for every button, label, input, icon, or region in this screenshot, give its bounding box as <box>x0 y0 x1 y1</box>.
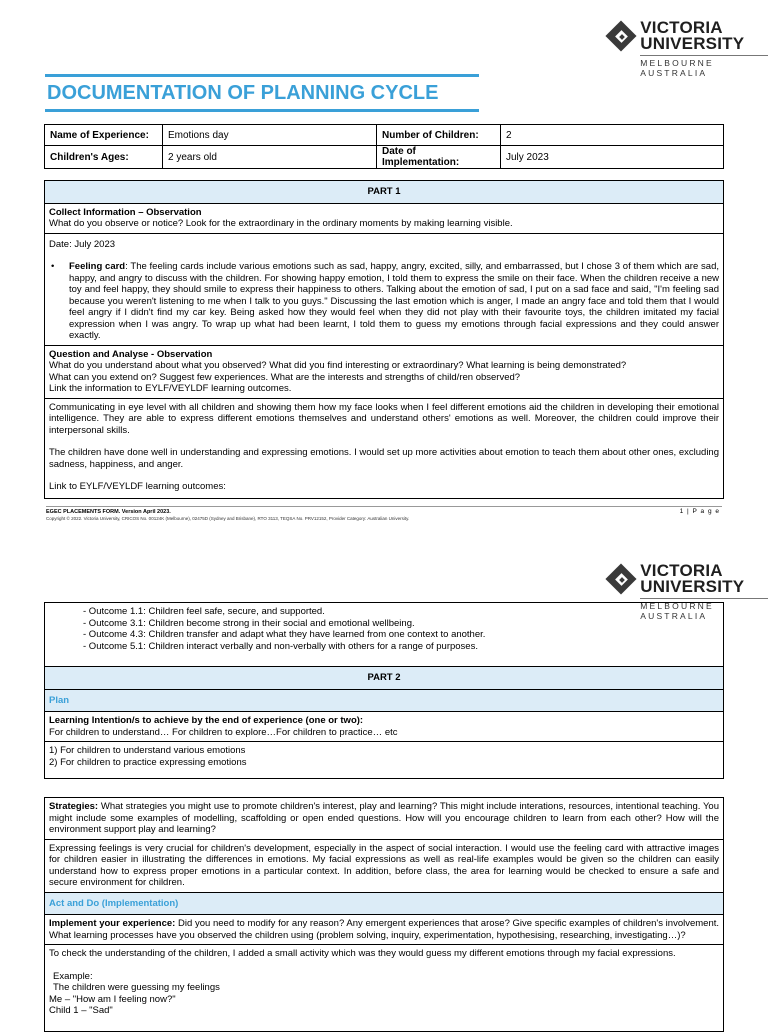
analysis-paragraph-2: The children have done well in understanding and expressing emotions. I would set up more activities about emotion to teach them about other ones, excluding sadness, happiness, and anger. <box>49 447 719 470</box>
ages-value: 2 years old <box>163 146 377 169</box>
outcome-item: - Outcome 1.1: Children feel safe, secure, and supported. <box>83 606 325 617</box>
logo-line-3: MELBOURNE AUSTRALIA <box>640 55 768 78</box>
date-value: July 2023 <box>501 146 724 169</box>
analysis-section <box>45 398 723 498</box>
example-line: The children were guessing my feelings <box>53 982 220 993</box>
footer-form: EGEC PLACEMENTS FORM. Version April 2023. <box>46 509 171 515</box>
page-footer <box>46 506 722 521</box>
vu-diamond-icon <box>606 564 634 596</box>
intention-1: 1) For children to understand various emotions <box>49 745 246 756</box>
outcome-item: - Outcome 5.1: Children interact verbally and non-verbally with others for a range of purposes. <box>83 640 478 652</box>
example-label: Example: <box>53 970 93 982</box>
implement-answer: To check the understanding of the children, I added a small activity which was they would guess my different emotions through my facial expressions. <box>49 948 676 959</box>
bullet-icon: • <box>51 261 55 272</box>
question-line-3: Link the information to EYLF/VEYLDF learning outcomes. <box>49 383 292 394</box>
outcome-item: - Outcome 4.3: Children transfer and adapt what they have learned from one context to another. <box>83 629 486 640</box>
intention-prompt: For children to understand… For children to explore…For children to practice… etc <box>49 726 398 738</box>
part2-box <box>44 602 724 779</box>
implement-label: Implement your experience: <box>49 918 176 929</box>
ages-label: Children's Ages: <box>45 146 163 169</box>
part1-header: PART 1 <box>45 181 723 203</box>
logo-line-2: UNIVERSITY <box>640 34 745 53</box>
intention-answers <box>45 741 723 778</box>
footer-copyright: Copyright © 2022. Victoria University, CRICOS No. 00124K (Melbourne), 02475D (Sydney and Brisbane), RTO 3113, TEQSA No. PRV12152, Provider Category: Australian University. <box>46 516 410 521</box>
victoria-university-logo <box>606 20 768 78</box>
question-title: Question and Analyse - Observation <box>49 348 213 360</box>
vu-diamond-icon <box>606 21 634 53</box>
implement-section <box>45 914 723 944</box>
act-do-heading: Act and Do (Implementation) <box>45 892 723 915</box>
outcomes-list <box>45 603 723 666</box>
implement-prompt: Did you need to modify for any reason? Any emergent experiences that arose? Give specific examples of children's involvement. What learning processes have you observed the children using (problem solving, inquiry, experimentation, hypothesising, researching, investigating…)? <box>49 918 720 941</box>
question-section <box>45 345 723 398</box>
feeling-card-bullet <box>49 261 719 342</box>
logo-line-1: VICTORIA <box>640 18 723 37</box>
page-title: DOCUMENTATION OF PLANNING CYCLE <box>45 74 479 112</box>
dialog-line-2: Child 1 – "Sad" <box>49 1005 113 1016</box>
question-line-2: What can you extend on? Suggest few experiences. What are the interests and strengths of child/ren observed? <box>49 371 521 383</box>
intention-section <box>45 711 723 741</box>
collect-prompt: What do you observe or notice? Look for the extraordinary in the ordinary moments by making learning visible. <box>49 218 513 229</box>
strategies-prompt: What strategies you might use to promote children's interest, play and learning? This might include interations, resources, intentional teaching. You might include some examples of modelling, scaffolding or open ended questions. How will you encourage children to learn from each other? How will the environment support play and learning? <box>49 801 719 835</box>
number-value: 2 <box>501 125 724 146</box>
number-label: Number of Children: <box>377 125 501 146</box>
logo-line-3: MELBOURNE AUSTRALIA <box>640 598 768 621</box>
part1-box <box>44 180 724 499</box>
name-value: Emotions day <box>163 125 377 146</box>
observation-date: Date: July 2023 <box>49 238 116 250</box>
plan-heading: Plan <box>45 689 723 712</box>
observation-section <box>45 233 723 345</box>
analysis-paragraph-3: Link to EYLF/VEYLDF learning outcomes: <box>49 481 226 492</box>
strategies-label: Strategies: <box>49 801 99 812</box>
collect-title: Collect Information – Observation <box>49 206 202 218</box>
part2-header: PART 2 <box>45 666 723 689</box>
experience-info-table <box>44 124 724 169</box>
page-number: 1 | P a g e <box>679 508 720 515</box>
strategies-box <box>44 797 724 1032</box>
logo-line-1: VICTORIA <box>640 561 723 580</box>
collect-section <box>45 203 723 233</box>
strategies-answer: Expressing feelings is very crucial for children's development, especially in the aspect of social interaction. I would use the feeling card with attractive images for children easier in illustrating the differences in emotions. My facial expressions as well as real-life examples would be given so the children can easily understand how to express proper emotions in a particular context. In addition, before class, the area for learning would be checked to ensure a safe and secure environment for children. <box>45 839 723 892</box>
analysis-paragraph-1: Communicating in eye level with all children and showing them how my face looks when I feel different emotions aid the children in developing their emotional intelligence. They are able to express different emotions themselves and understand others' emotions as well. Moreover, the children could improve their interpersonal skills. <box>49 401 719 436</box>
date-label: Date of Implementation: <box>377 146 501 169</box>
feeling-card-label: Feeling card <box>69 261 126 272</box>
logo-line-2: UNIVERSITY <box>640 577 745 596</box>
outcome-item: - Outcome 3.1: Children become strong in their social and emotional wellbeing. <box>83 617 415 629</box>
question-line-1: What do you understand about what you observed? What did you find interesting or extraordinary? What learning is being demonstrated? <box>49 360 627 371</box>
intention-title: Learning Intention/s to achieve by the end of experience (one or two): <box>49 715 364 726</box>
strategies-section <box>45 798 723 839</box>
intention-2: 2) For children to practice expressing emotions <box>49 756 247 768</box>
implement-answer-section <box>45 944 723 1031</box>
name-label: Name of Experience: <box>45 125 163 146</box>
feeling-card-text: : The feeling cards include various emotions such as sad, happy, angry, excited, silly, and embarrassed, but I chose 3 of them which are sad, happy, and angry to discuss with the children. For showing happy emotion, I told them to express the smile on their face. When the children receive a new toy and feel happy, they should smile to express their happiness to others. Talking about the emotion of sad, I put on a sad face and said, "I'm feeling sad because you weren't listening to me when I talk to you guys." Discussing the last emotion which is anger, I made an angry face and told them that I would feel angry if I didn't find my car key. Being asked how they would feel when they did not play with their favourite toys, the children imitated my facial expression when I was angry. To wrap up what had been learnt, I told them to guess my emotions through facial expressions and they could answer exactly. <box>69 261 719 341</box>
dialog-line-1: Me – "How am I feeling now?" <box>49 993 176 1005</box>
